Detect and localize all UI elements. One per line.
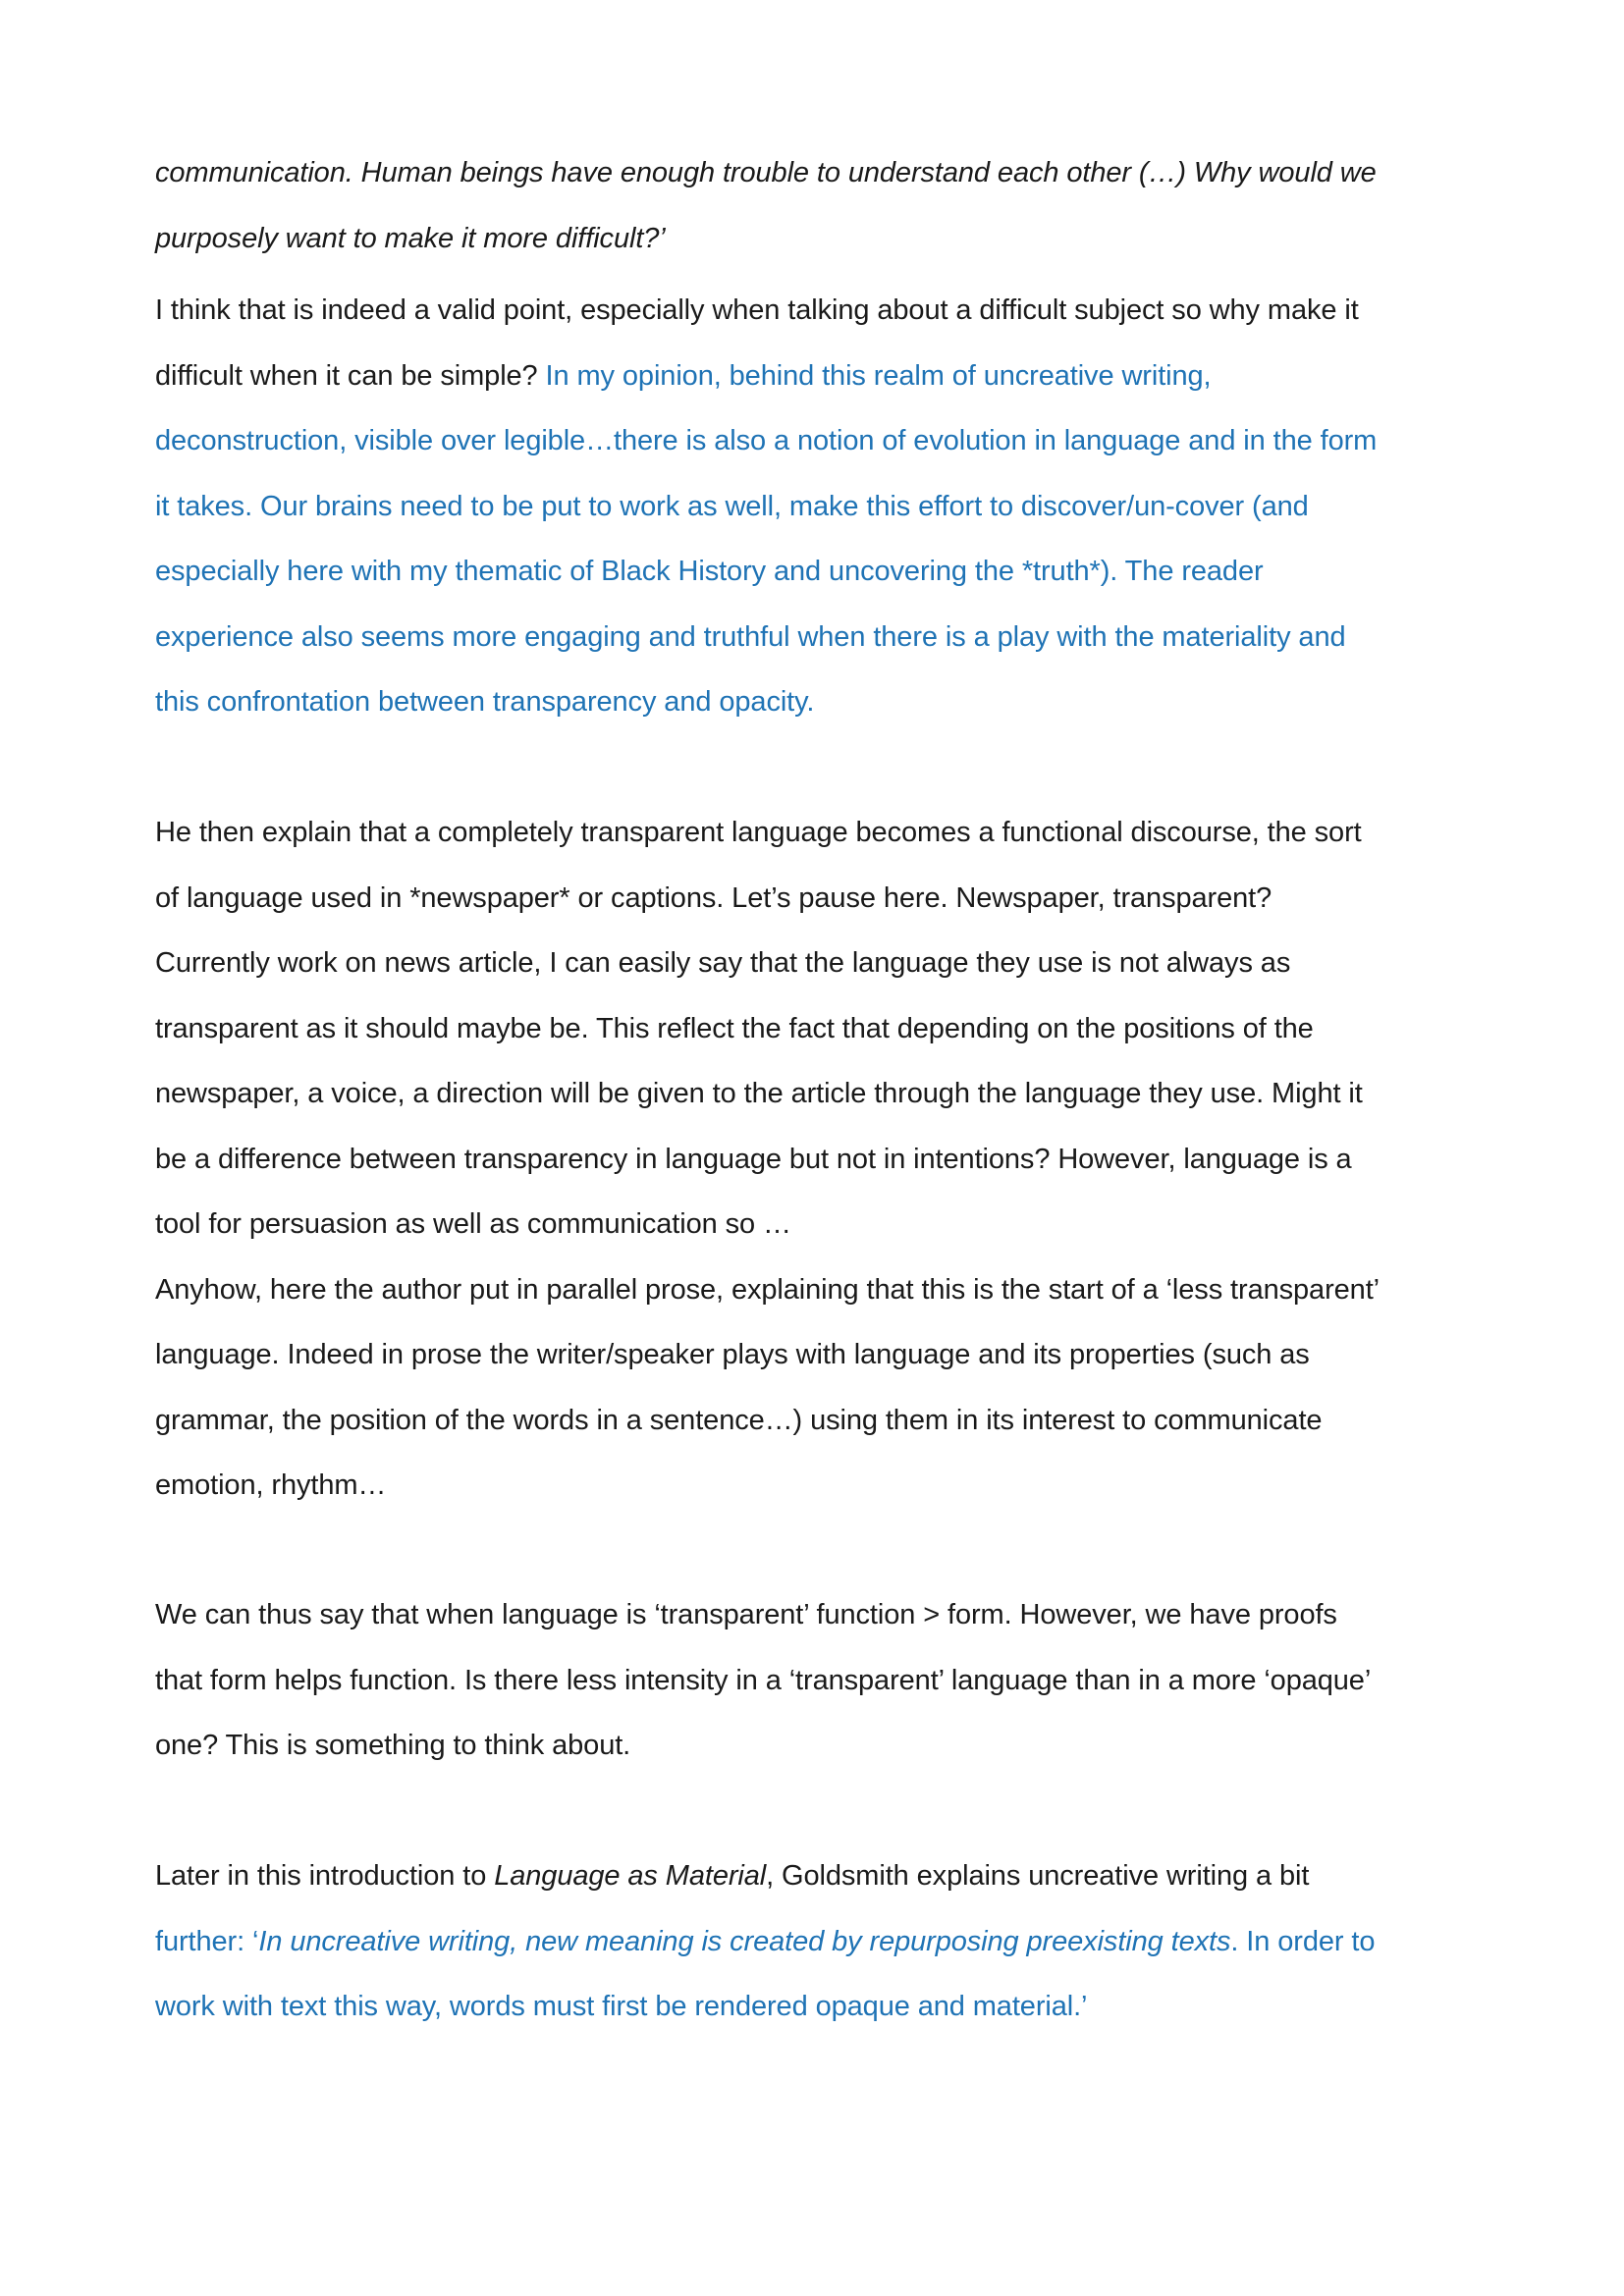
text-line <box>155 1453 1490 1519</box>
text-segment: experience also seems more engaging and truthful when there is a play with the materiality and <box>155 620 1346 653</box>
text-segment: Later in this introduction to <box>155 1860 495 1892</box>
text-line <box>155 1974 1490 2040</box>
text-segment: Currently work on news article, I can easily say that the language they use is not always as <box>155 947 1291 979</box>
text-segment: In uncreative writing, new meaning is created by repurposing preexisting texts <box>258 1925 1231 1957</box>
text-line <box>155 474 1490 540</box>
text-line <box>155 866 1490 932</box>
text-segment: Language as Material <box>494 1860 767 1892</box>
text-segment: especially here with my thematic of Black History and uncovering the *truth*). The reader <box>155 556 1264 587</box>
text-line <box>155 408 1490 474</box>
text-segment: that form helps function. Is there less intensity in a ‘transparent’ language than in a more ‘opaque’ <box>155 1664 1372 1696</box>
text-line <box>155 1388 1490 1454</box>
text-segment: Anyhow, here the author put in parallel prose, explaining that this is the start of a ‘less transparent’ <box>155 1273 1380 1306</box>
text-line <box>155 931 1490 996</box>
text-line <box>155 1648 1490 1714</box>
text-line <box>155 605 1490 670</box>
text-segment: communication. Human beings have enough trouble to understand each other (…) Why would we <box>155 157 1377 188</box>
text-segment: work with text this way, words must first be rendered opaque and material.’ <box>155 1991 1088 2022</box>
text-line <box>155 800 1490 866</box>
text-segment: I think that is indeed a valid point, especially when talking about a difficult subject so why make it <box>155 294 1359 326</box>
paragraph-function-form <box>155 1582 1490 1779</box>
text-line <box>155 206 1490 272</box>
text-line <box>155 996 1490 1062</box>
paragraph-functional-discourse <box>155 800 1490 1519</box>
text-segment: newspaper, a voice, a direction will be given to the article through the language they use. Might it <box>155 1078 1363 1109</box>
text-line <box>155 1909 1490 1975</box>
text-line <box>155 1127 1490 1193</box>
text-segment: this confrontation between transparency and opacity. <box>155 686 815 718</box>
text-line <box>155 539 1490 605</box>
text-line <box>155 669 1490 735</box>
text-line <box>155 1713 1490 1779</box>
text-segment: further: ‘ <box>155 1925 259 1957</box>
text-segment: We can thus say that when language is ‘transparent’ function > form. However, we have proofs <box>155 1599 1337 1630</box>
text-line <box>155 1582 1490 1648</box>
text-line <box>155 1843 1490 1909</box>
text-segment: be a difference between transparency in language but not in intentions? However, language is a <box>155 1143 1352 1175</box>
text-segment: . In order to <box>1230 1925 1376 1957</box>
paragraph-quote-continuation <box>155 140 1490 271</box>
text-segment: grammar, the position of the words in a sentence…) using them in its interest to communicate <box>155 1404 1323 1436</box>
paragraph-goldsmith-quote <box>155 1843 1490 2040</box>
text-segment: He then explain that a completely transparent language becomes a functional discourse, the sort <box>155 817 1362 848</box>
text-line <box>155 344 1490 409</box>
text-line <box>155 278 1490 344</box>
text-segment: transparent as it should maybe be. This reflect the fact that depending on the positions of the <box>155 1012 1314 1044</box>
text-segment: , Goldsmith explains uncreative writing a bit <box>766 1860 1310 1892</box>
text-segment: it takes. Our brains need to be put to work as well, make this effort to discover/un-cover (and <box>155 490 1309 522</box>
text-line <box>155 1257 1490 1323</box>
text-segment: purposely want to make it more difficult?’ <box>155 222 666 254</box>
text-line <box>155 1192 1490 1257</box>
text-segment: In my opinion, behind this realm of uncreative writing, <box>545 359 1212 392</box>
text-segment: deconstruction, visible over legible…there is also a notion of evolution in language and in the form <box>155 425 1378 456</box>
text-segment: language. Indeed in prose the writer/speaker plays with language and its properties (such as <box>155 1339 1310 1370</box>
text-segment: difficult when it can be simple? <box>155 359 546 392</box>
text-segment: emotion, rhythm… <box>155 1469 387 1501</box>
text-segment: tool for persuasion as well as communication so … <box>155 1208 791 1240</box>
text-line <box>155 1322 1490 1388</box>
text-line <box>155 140 1490 206</box>
text-segment: one? This is something to think about. <box>155 1730 631 1761</box>
text-line <box>155 1061 1490 1127</box>
paragraph-valid-point <box>155 278 1490 735</box>
text-segment: of language used in *newspaper* or captions. Let’s pause here. Newspaper, transparent? <box>155 881 1272 914</box>
